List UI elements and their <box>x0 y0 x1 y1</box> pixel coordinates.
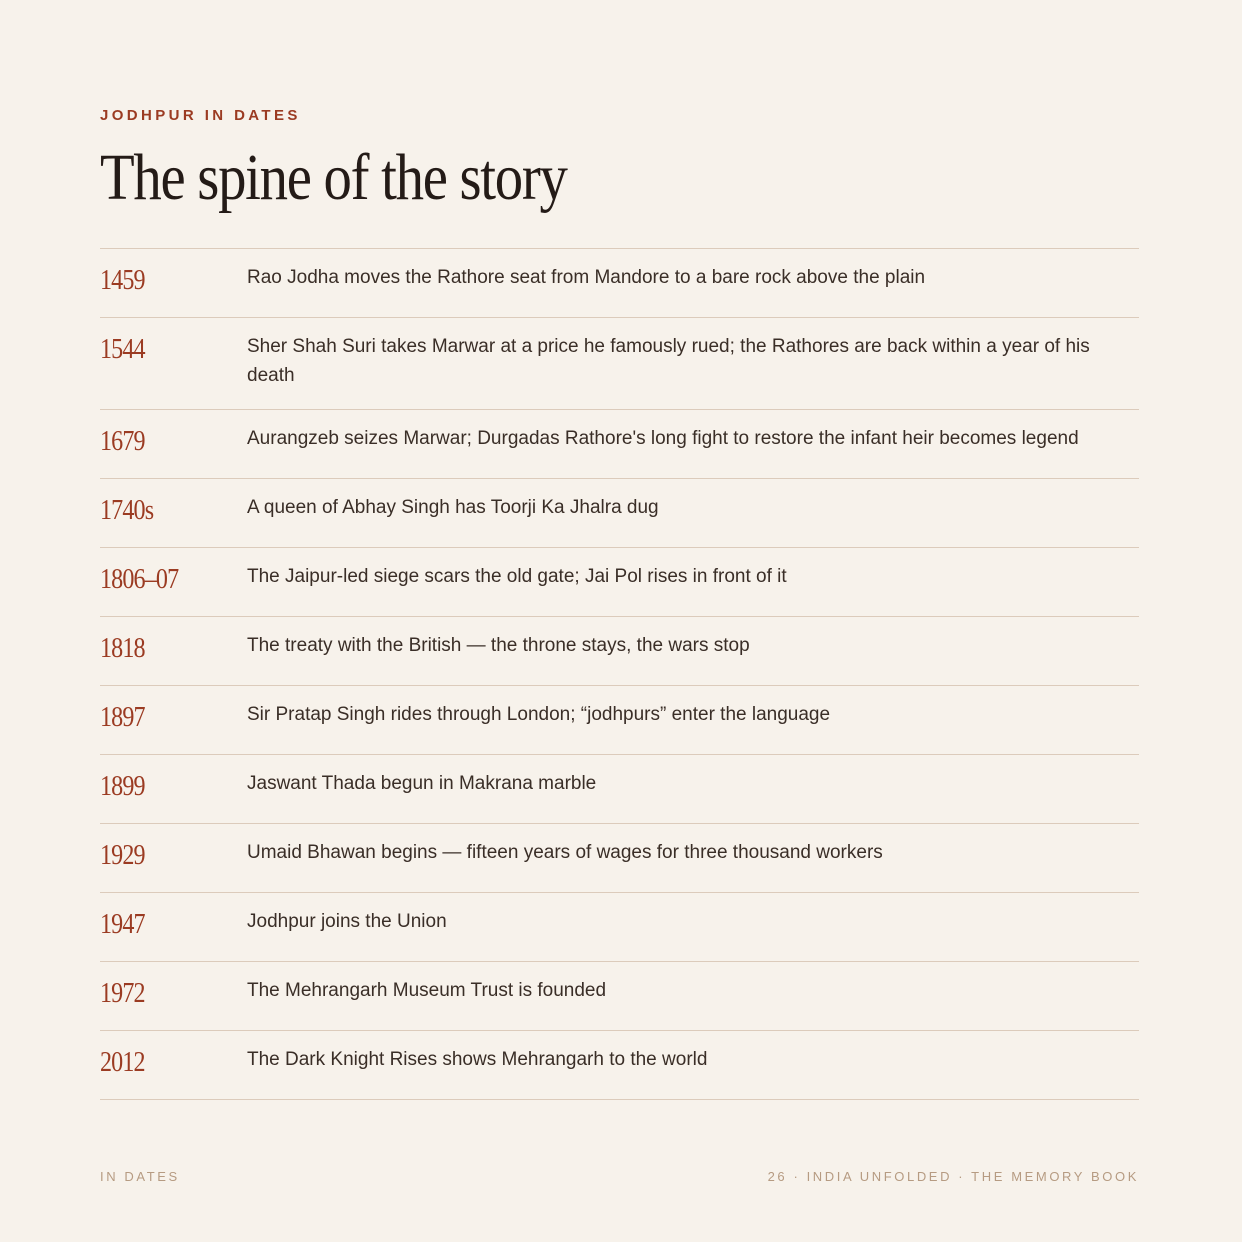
timeline-row <box>100 410 1139 479</box>
timeline-list <box>100 248 1139 1100</box>
footer-section-label: IN DATES <box>100 1169 180 1184</box>
timeline-year: 1806–07 <box>100 564 179 595</box>
timeline-year: 1818 <box>100 633 145 664</box>
timeline-row <box>100 548 1139 617</box>
timeline-row <box>100 686 1139 755</box>
timeline-event: Rao Jodha moves the Rathore seat from Mandore to a bare rock above the plain <box>247 267 926 288</box>
timeline-year: 2012 <box>100 1047 145 1078</box>
timeline-year: 1972 <box>100 978 145 1009</box>
timeline-year: 1740s <box>100 495 154 526</box>
timeline-row <box>100 893 1139 962</box>
timeline-year: 1899 <box>100 771 145 802</box>
timeline-event: Umaid Bhawan begins — fifteen years of wages for three thousand workers <box>247 842 883 863</box>
timeline-year: 1459 <box>100 265 145 296</box>
timeline-year: 1897 <box>100 702 145 733</box>
timeline-event: The Mehrangarh Museum Trust is founded <box>247 980 607 1001</box>
timeline-row <box>100 479 1139 548</box>
timeline-row <box>100 617 1139 686</box>
timeline-year: 1929 <box>100 840 145 871</box>
timeline-row <box>100 755 1139 824</box>
timeline-year: 1679 <box>100 426 145 457</box>
timeline-event: Jaswant Thada begun in Makrana marble <box>247 773 597 794</box>
timeline-row <box>100 318 1139 410</box>
timeline-row <box>100 824 1139 893</box>
timeline-row <box>100 962 1139 1031</box>
timeline-row <box>100 249 1139 318</box>
section-kicker: JODHPUR IN DATES <box>100 107 301 124</box>
timeline-event: The Dark Knight Rises shows Mehrangarh to the world <box>247 1049 708 1070</box>
timeline-year: 1544 <box>100 334 145 365</box>
timeline-event: The treaty with the British — the throne stays, the wars stop <box>247 635 750 656</box>
timeline-event: Jodhpur joins the Union <box>247 911 447 932</box>
footer-page-info: 26 · INDIA UNFOLDED · THE MEMORY BOOK <box>767 1169 1139 1184</box>
timeline-event: Aurangzeb seizes Marwar; Durgadas Rathore's long fight to restore the infant heir becomes legend <box>247 428 1079 449</box>
timeline-year: 1947 <box>100 909 145 940</box>
page <box>100 0 1139 1242</box>
timeline-event: The Jaipur-led siege scars the old gate; Jai Pol rises in front of it <box>247 566 787 587</box>
timeline-event: Sher Shah Suri takes Marwar at a price he famously rued; the Rathores are back within a year of his death <box>247 336 1090 386</box>
page-title: The spine of the story <box>100 141 567 214</box>
timeline-row <box>100 1031 1139 1100</box>
timeline-event: Sir Pratap Singh rides through London; “jodhpurs” enter the language <box>247 704 831 725</box>
timeline-event: A queen of Abhay Singh has Toorji Ka Jhalra dug <box>247 497 659 518</box>
